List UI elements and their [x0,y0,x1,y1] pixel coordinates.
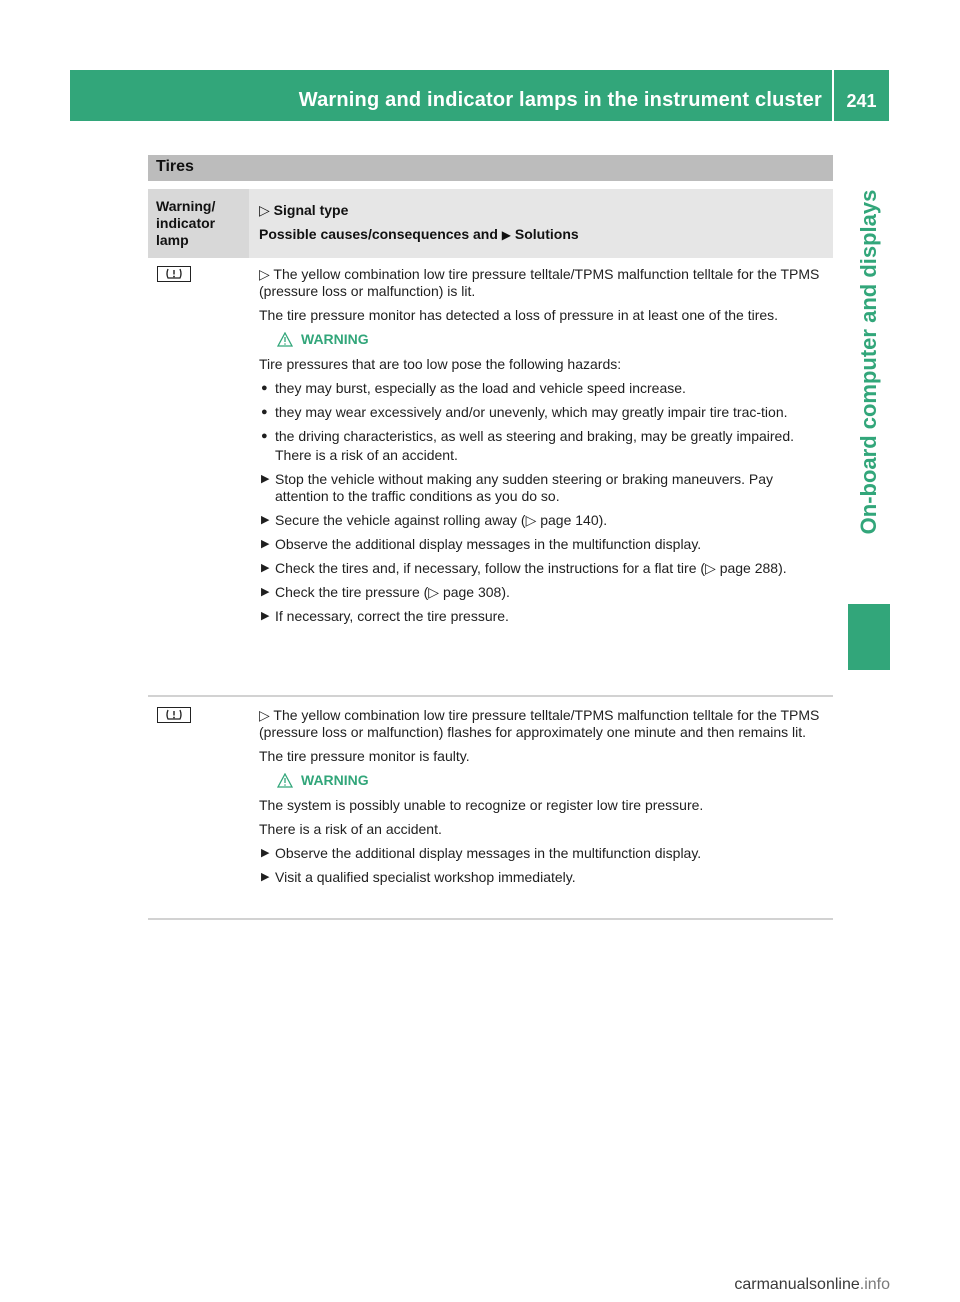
solid-triangle-icon: ▶ [261,514,270,526]
footer-tld: .info [859,1276,890,1293]
causes-label: Possible causes/consequences and [259,226,498,242]
header-bar [70,70,832,121]
action-step: ▶ Observe the additional display messages in the multifunction display. [261,845,702,861]
cause-paragraph: The tire pressure monitor is faulty. [259,748,470,764]
page-header-title: Warning and indicator lamps in the instrument cluster [298,89,822,111]
signal-type-label: Signal type [273,202,349,218]
bullet-icon: ● [261,430,268,442]
tire-pressure-warning-icon [157,707,191,723]
solid-triangle-icon: ▶ [501,228,512,242]
signal-paragraph: ▷ The yellow combination low tire pressure telltale/TPMS malfunction telltale for the TPMS (pressure loss or malfunction) flashes for approximately one minute and then remains lit. [259,707,820,740]
warning-text: The system is possibly unable to recognize or register low tire pressure. [259,797,704,813]
hazard-bullet: ● they may burst, especially as the load and vehicle speed increase. [261,380,686,396]
solid-triangle-icon: ▶ [261,871,270,883]
table-header-description-column [259,198,827,247]
bullet-icon: ● [261,406,268,418]
table-bottom-divider [148,918,833,920]
warning-intro: Tire pressures that are too low pose the following hazards: [259,356,622,372]
outline-triangle-icon: ▷ [259,266,270,282]
risk-text: There is a risk of an accident. [259,821,442,837]
cause-paragraph: The tire pressure monitor has detected a loss of pressure in at least one of the tires. [259,307,779,323]
action-step: ▶ Secure the vehicle against rolling away (▷ page 140). [261,512,608,528]
page-number-box [834,70,889,121]
action-step: ▶ Stop the vehicle without making any sudden steering or braking maneuvers. Pay attention to the traffic conditions as you do so. [261,471,774,504]
solid-triangle-icon: ▶ [261,847,270,859]
solid-triangle-icon: ▶ [261,473,270,485]
chapter-side-tab [848,122,890,602]
solid-triangle-icon: ▶ [261,538,270,550]
footer-watermark [734,1276,890,1294]
action-step: ▶ If necessary, correct the tire pressure. [261,608,509,624]
solid-triangle-icon: ▶ [261,562,270,574]
bullet-icon: ● [261,382,268,394]
row-divider [148,695,833,697]
table-header [148,189,833,258]
footer-site: carmanualsonline [734,1276,860,1293]
outline-triangle-icon: ▷ [259,707,270,723]
action-step: ▶ Visit a qualified specialist workshop immediately. [261,869,576,885]
warning-heading: WARNING [277,331,827,348]
chapter-tab-label: On-board computer and displays [856,189,881,535]
tire-pressure-warning-icon [157,266,191,282]
solid-triangle-icon: ▶ [261,610,270,622]
warning-triangle-icon [277,332,293,347]
section-title: Tires [156,158,194,175]
action-step: ▶ Observe the additional display messages in the multifunction display. [261,536,702,552]
warning-heading: WARNING [277,772,827,789]
chapter-marker-square [848,604,890,670]
outline-triangle-icon: ▷ [259,202,270,218]
risk-text: There is a risk of an accident. [275,447,458,463]
row-flashing-description [259,707,827,893]
warning-triangle-icon [277,773,293,788]
row-lit-description [259,266,827,632]
page-number: 241 [846,91,877,111]
signal-paragraph: ▷ The yellow combination low tire pressure telltale/TPMS malfunction telltale for the TPMS (pressure loss or malfunction) is lit. [259,266,820,299]
section-title-bar [148,155,833,181]
solid-triangle-icon: ▶ [261,586,270,598]
table-header-lamp-column [148,189,249,258]
action-step: ▶ Check the tire pressure (▷ page 308). [261,584,510,600]
hazard-bullet: ● the driving characteristics, as well as steering and braking, may be greatly impaired. [261,428,795,444]
hazard-bullet: ● they may wear excessively and/or unevenly, which may greatly impair tire trac-tion. [261,404,788,420]
solutions-label: Solutions [514,226,579,242]
lamp-column-label: Warning/ indicator lamp [156,198,216,248]
action-step: ▶ Check the tires and, if necessary, follow the instructions for a flat tire (▷ page 288). [261,560,787,576]
